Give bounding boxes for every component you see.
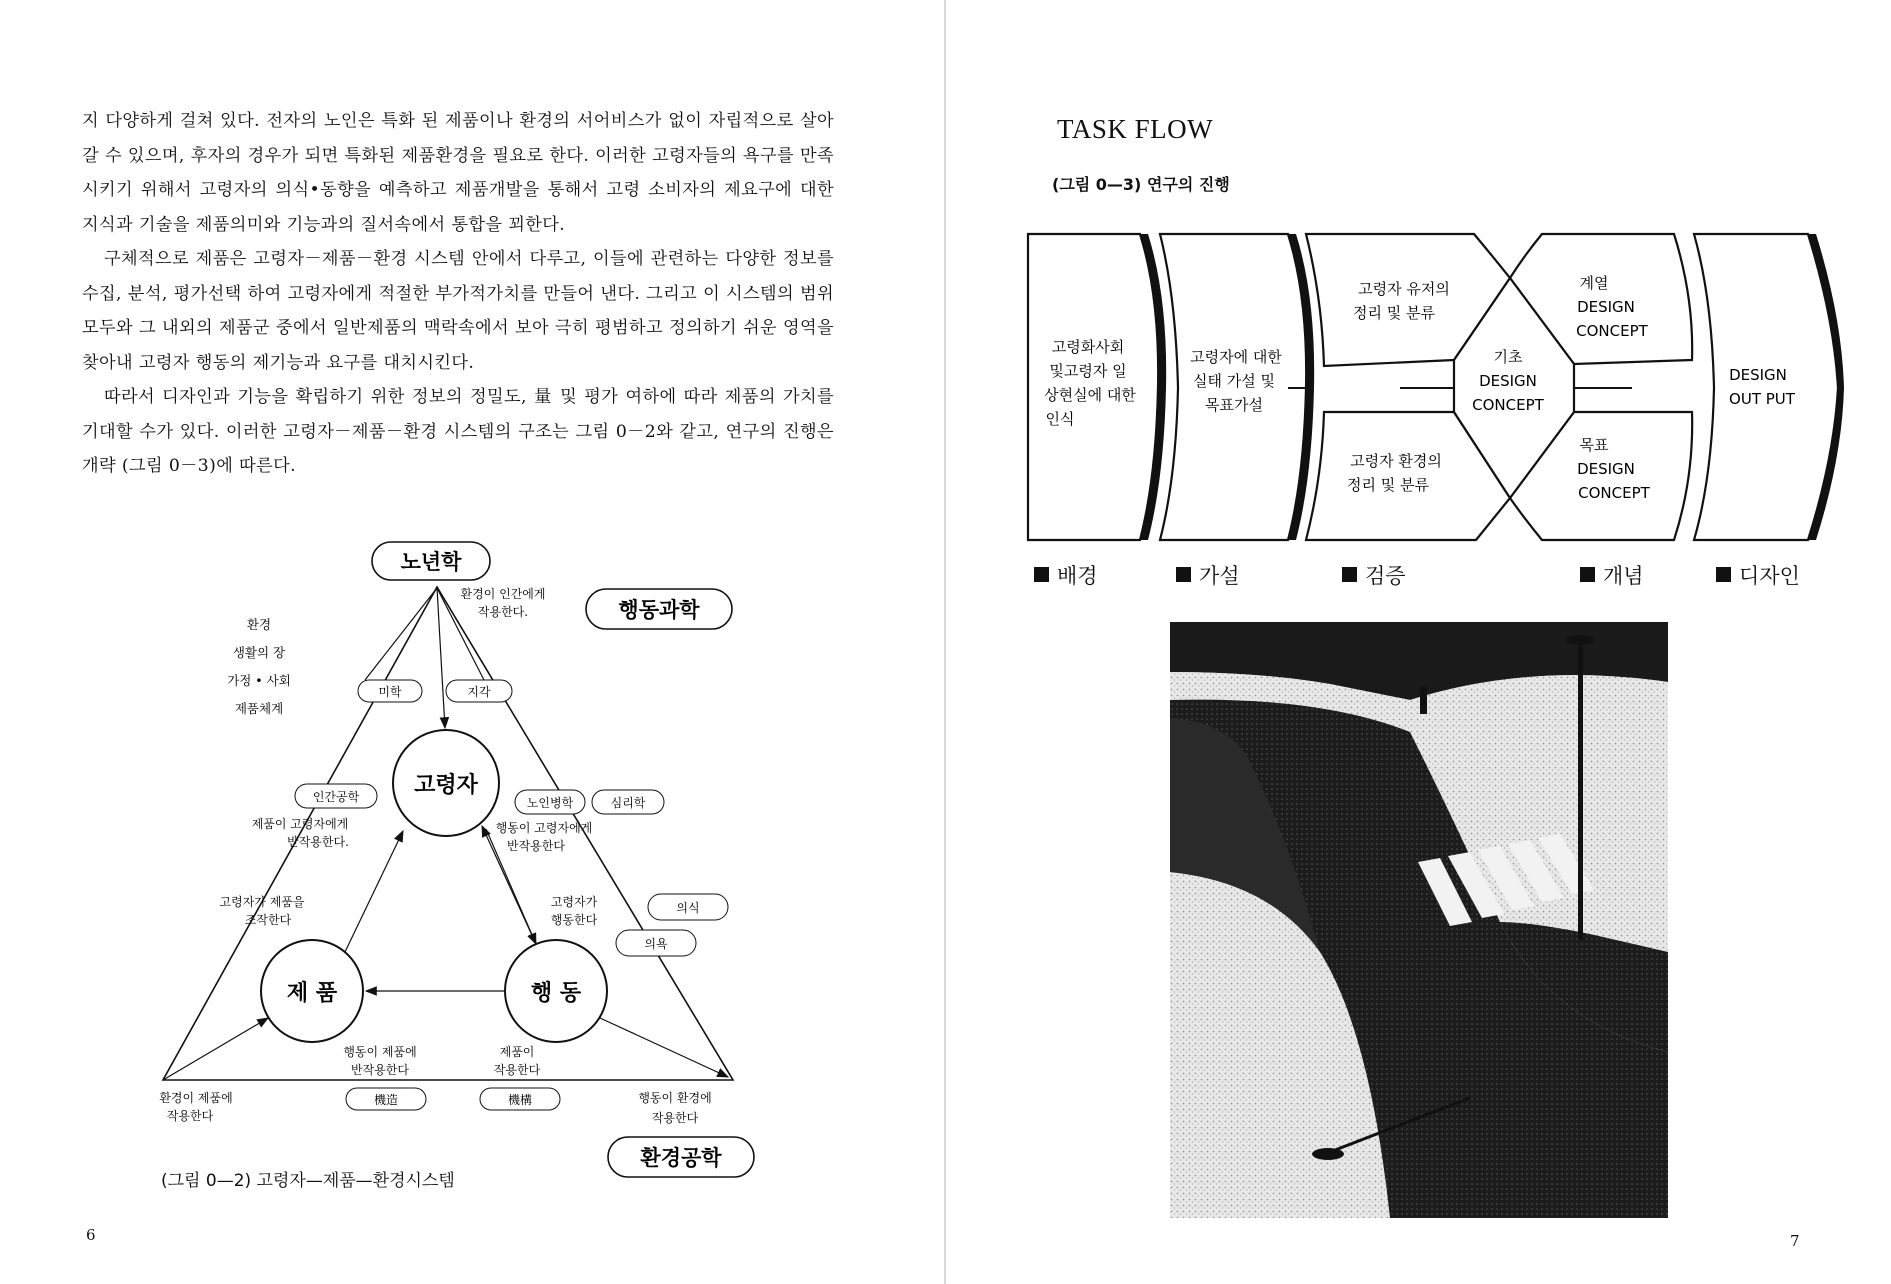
apex-arrow-center [437, 588, 445, 728]
stage-background [1034, 560, 1098, 590]
psychology-label: 심리학 [610, 796, 646, 810]
consciousness-label: 의식 [676, 901, 700, 915]
env-to-human-2: 작용한다. [477, 605, 529, 619]
box1-line-1: 고령화사회 [1051, 338, 1125, 356]
stage-square-icon [1716, 567, 1731, 582]
desire-label: 의욕 [644, 937, 668, 951]
box4a-line-2: DESIGN [1577, 298, 1635, 316]
stage-label-verification: 검증 [1365, 564, 1406, 588]
env-to-product-arrow [163, 1018, 268, 1080]
env-to-human-1: 환경이 인간에게 [460, 587, 546, 601]
env-line-3: 가정 • 사회 [227, 673, 291, 688]
stage-hypothesis [1176, 560, 1240, 590]
env-on-product-1: 환경이 제품에 [159, 1091, 233, 1105]
box4b-line-3: CONCEPT [1578, 484, 1650, 502]
box2-line-1: 고령자에 대한 [1190, 348, 1282, 366]
box5-line-2: OUT PUT [1729, 390, 1795, 408]
street-photograph [1170, 622, 1668, 1218]
product-acts-2: 작용한다 [493, 1063, 541, 1077]
geriatrics-label: 노인병학 [526, 796, 574, 810]
env-engineering-label: 환경공학 [640, 1146, 722, 1170]
box3a-line-2: 정리 및 분류 [1353, 304, 1435, 322]
stage-verification [1342, 560, 1406, 590]
box2-line-2: 실태 가설 및 [1193, 372, 1275, 390]
stage-design [1716, 560, 1800, 590]
behavior-label: 행 동 [530, 981, 582, 1006]
behavior-reacts-2: 반작용한다 [507, 839, 565, 853]
ergonomics-label: 인간공학 [312, 790, 360, 804]
box4a-line-1: 계열 [1579, 274, 1609, 292]
box3b-line-2: 정리 및 분류 [1347, 476, 1429, 494]
stage-label-design: 디자인 [1739, 564, 1800, 588]
elderly-operates-2: 조작한다 [244, 913, 292, 927]
box4b-line-2: DESIGN [1577, 460, 1635, 478]
figure-caption-0-2: (그림 0—2) 고령자—제품—환경시스템 [161, 1171, 455, 1191]
task-flow-title: TASK FLOW [1057, 114, 1214, 144]
behavior-reacts-1: 행동이 고령자에게 [495, 821, 593, 835]
body-text [82, 104, 834, 484]
gerontology-label: 노년학 [400, 550, 462, 574]
behavior-on-env-1: 행동이 환경에 [638, 1091, 712, 1105]
stage-label-background: 배경 [1057, 564, 1098, 588]
product-acts-1: 제품이 [499, 1045, 535, 1059]
behavior-science-label: 행동과학 [618, 598, 700, 622]
product-reacts-2: 반작용한다. [287, 835, 349, 849]
paragraph-3: 따라서 디자인과 기능을 확립하기 위한 정보의 정밀도, 量 및 평가 여하에 따라 제품의 가치를 기대할 수가 있다. 이러한 고령자－제품－환경 시스템의 구조는 그림 0－2와 같고, 연구의 진행은 개략 (그림 0－3)에 따른다. [82, 387, 834, 476]
page-number-left: 6 [86, 1226, 96, 1244]
behavior-to-env-arrow [600, 1018, 728, 1077]
stage-label-hypothesis: 가설 [1199, 564, 1240, 588]
stage-label-concept: 개념 [1603, 564, 1644, 588]
apex-line-right [437, 588, 484, 680]
stage-square-icon [1034, 567, 1049, 582]
env-line-4: 제품체계 [234, 701, 284, 716]
box4b-line-1: 목표 [1579, 436, 1609, 454]
behavior-on-product-2: 반작용한다 [351, 1063, 409, 1077]
elderly-acts-1: 고령자가 [550, 895, 598, 909]
elderly-acts-2: 행동한다 [550, 913, 598, 927]
structure-label: 機造 [373, 1093, 399, 1107]
paragraph-2: 구체적으로 제품은 고령자－제품－환경 시스템 안에서 다루고, 이들에 관련하는 다양한 정보를 수집, 분석, 평가선택 하여 고령자에게 적절한 부가적가치를 만들어 낸다. 그리고 이 시스템의 범위 모두와 그 내외의 제품군 중에서 일반제품의 맥락속에서 보아 극히 평범하고 정의하기 쉬운 영역을 찾아내 고령자 행동의 제기능과 요구를 대치시킨다. [82, 249, 834, 373]
perception-label: 지각 [467, 685, 491, 699]
elderly-operates-1: 고령자가 제품을 [219, 895, 305, 909]
box2-line-3: 목표가설 [1205, 396, 1263, 414]
center-line-2: DESIGN [1479, 372, 1537, 390]
apex-line-left [365, 588, 437, 680]
figure-caption-0-3: (그림 0—3) 연구의 진행 [1052, 175, 1230, 194]
box4a-line-3: CONCEPT [1576, 322, 1648, 340]
env-line-1: 환경 [246, 617, 272, 632]
stage-square-icon [1580, 567, 1595, 582]
product-to-elderly-arrow [345, 831, 403, 952]
box3b-line-1: 고령자 환경의 [1350, 452, 1442, 470]
elderly-product-environment-diagram [140, 532, 780, 1182]
product-label: 제 품 [286, 981, 338, 1006]
box5-line-1: DESIGN [1729, 366, 1787, 384]
left-page [0, 0, 945, 1284]
elderly-label: 고령자 [414, 773, 478, 798]
page-number-right: 7 [1790, 1232, 1800, 1250]
stage-square-icon [1176, 567, 1191, 582]
stage-square-icon [1342, 567, 1357, 582]
box1-line-2: 및고령자 일 [1049, 362, 1127, 380]
mechanism-label: 機構 [507, 1093, 533, 1107]
flow-box-design-output [1694, 234, 1838, 540]
task-flow-diagram [1024, 228, 1844, 548]
env-line-2: 생활의 장 [232, 645, 286, 660]
box3a-line-1: 고령자 유저의 [1358, 280, 1450, 298]
box1-line-3: 상현실에 대한 [1044, 386, 1136, 404]
box1-line-4: 인식 [1045, 410, 1075, 428]
aesthetics-label: 미학 [378, 685, 402, 699]
behavior-on-env-2: 작용한다 [651, 1111, 699, 1125]
behavior-on-product-1: 행동이 제품에 [343, 1045, 417, 1059]
stage-concept [1580, 560, 1644, 590]
paragraph-1: 지 다양하게 걸쳐 있다. 전자의 노인은 특화 된 제품이나 환경의 서어비스가 없이 자립적으로 살아갈 수 있으며, 후자의 경우가 되면 특화된 제품환경을 필요로 한다. 이러한 고령자들의 욕구를 만족시키기 위해서 고령자의 의식•동향을 예측하고 제품개발을 통해서 고령 소비자의 제요구에 대한 지식과 기술을 제품의미와 기능과의 질서속에서 통합을 꾀한다. [82, 111, 834, 235]
center-line-3: CONCEPT [1472, 396, 1544, 414]
center-line-1: 기초 [1493, 348, 1523, 366]
product-reacts-1: 제품이 고령자에게 [251, 817, 349, 831]
env-on-product-2: 작용한다 [166, 1109, 214, 1123]
